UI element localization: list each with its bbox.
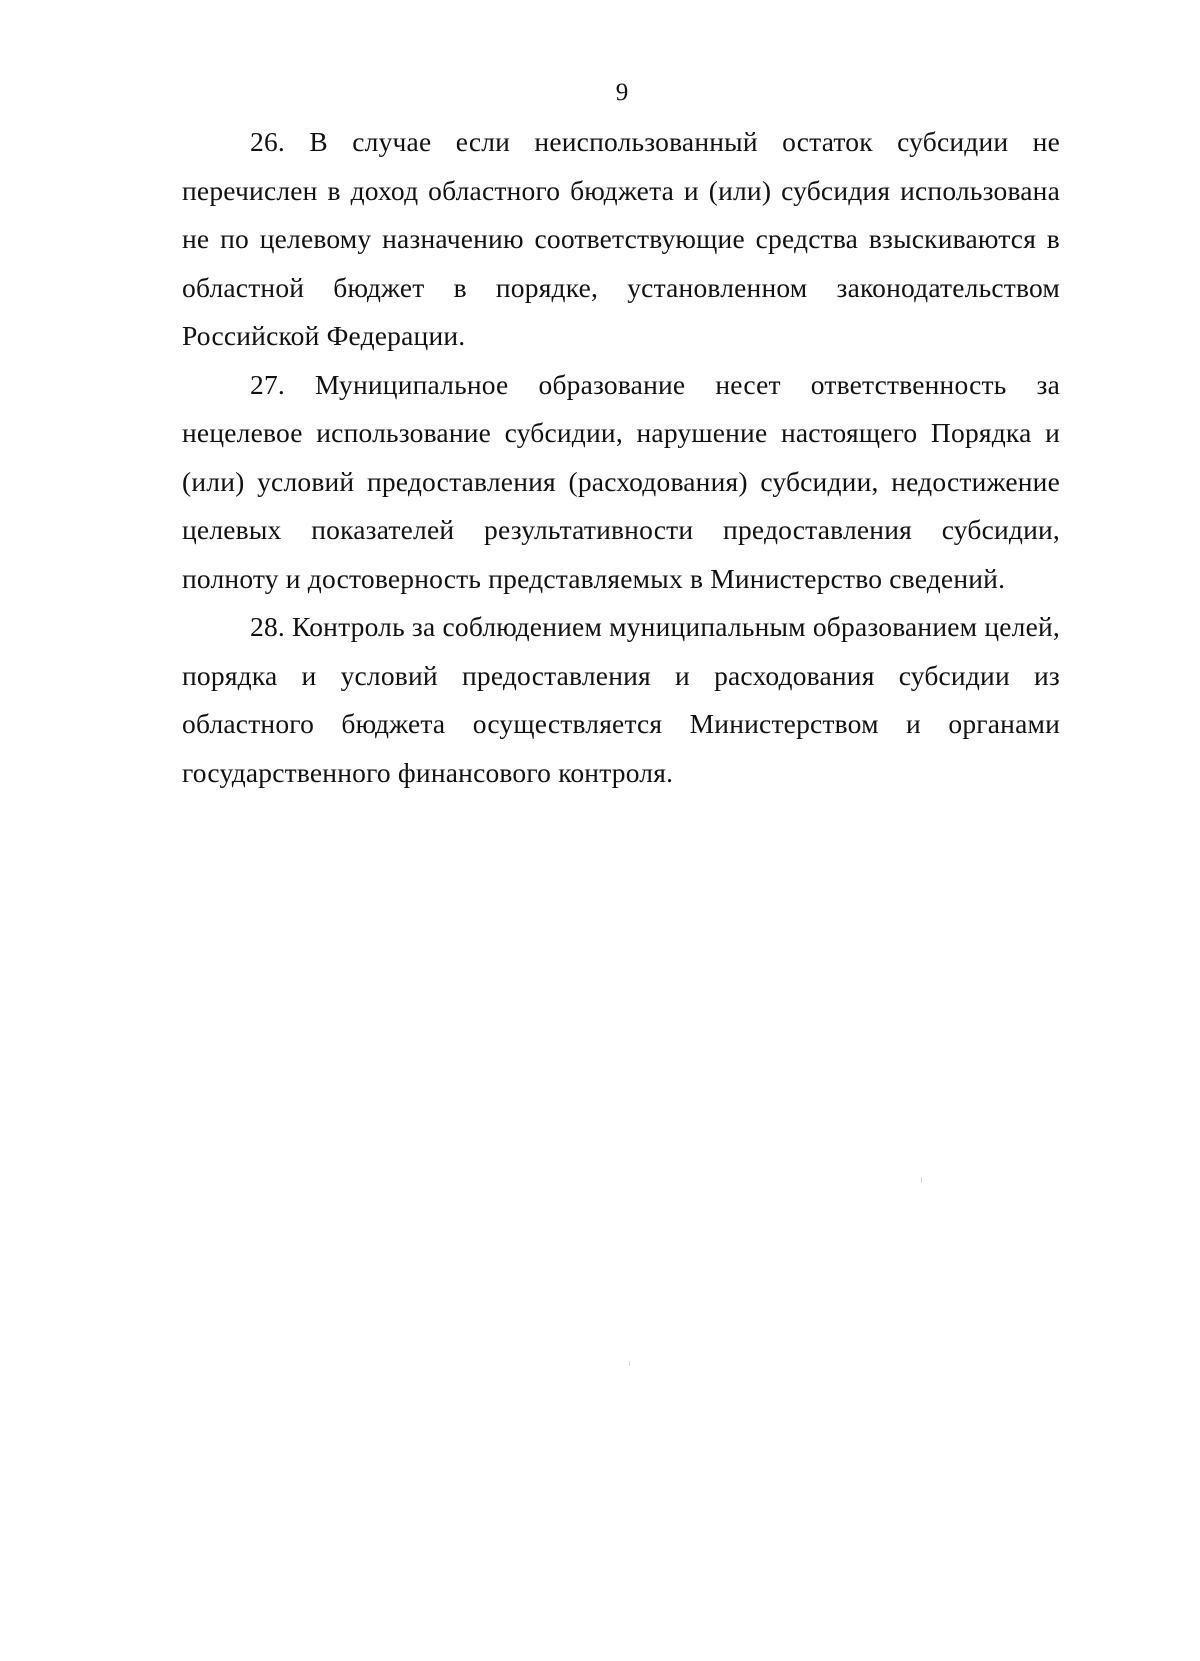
paragraph-28: 28. Контроль за соблюдением муниципальным образованием целей, порядка и условий предоставления и расходования субсидии из областного бюджета осуществляется Министерством и органами государственного финансового контроля. [182, 611, 1060, 788]
paragraph-26: 26. В случае если неиспользованный остаток субсидии не перечислен в доход областного бюджета и (или) субсидия использована не по целевому назначению соответствующие средства взыскиваются в областной бюджет в порядке, установленном законодательством Российской Федерации. [182, 126, 1060, 351]
scan-artifact [629, 1361, 630, 1366]
paragraph-27: 27. Муниципальное образование несет ответственность за нецелевое использование субсидии, нарушение настоящего Порядка и (или) условий предоставления (расходования) субсидии, недостижение целевых показателей результативности предоставления субсидии, полноту и достоверность представляемых в Министерство сведений. [182, 368, 1060, 594]
page-number: 9 [615, 79, 629, 106]
scan-artifact [921, 1177, 922, 1183]
document-body [182, 118, 1060, 797]
